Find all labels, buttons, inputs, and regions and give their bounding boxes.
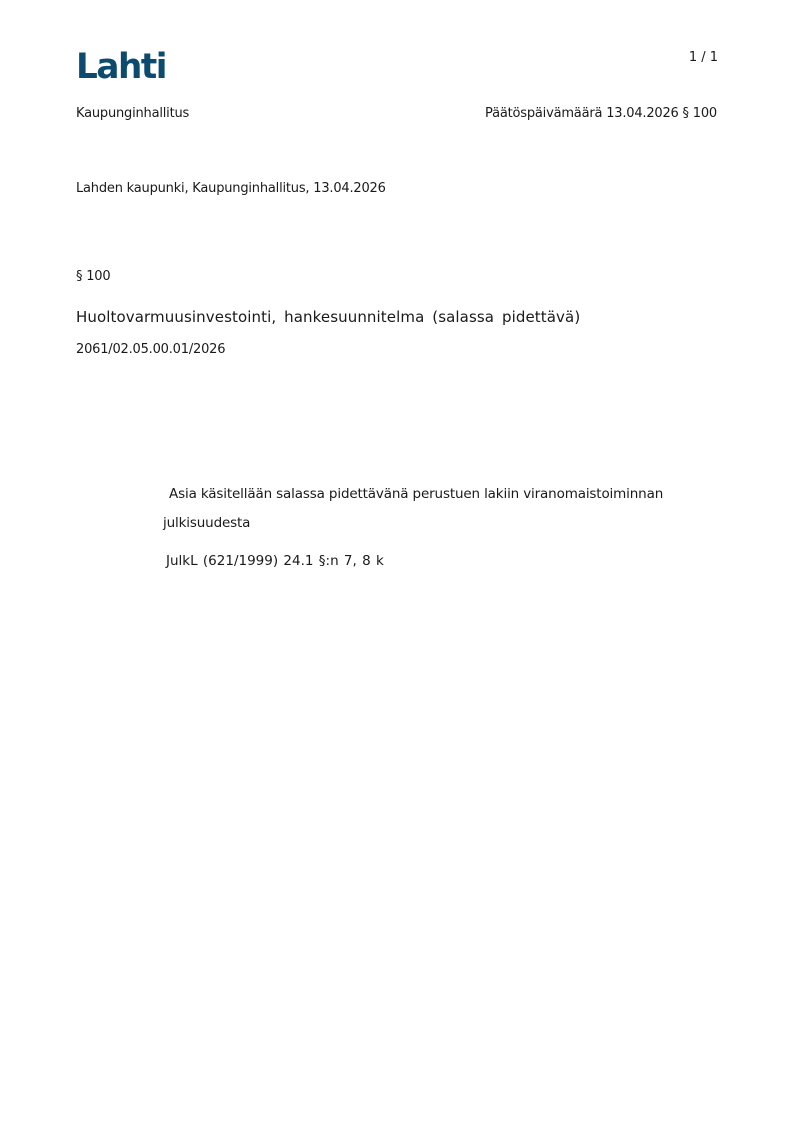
secrecy-notice: Asia käsitellään salassa pidettävänä perustuen lakiin viranomaistoiminnan julkisuudesta — [163, 486, 664, 531]
page-number: 1 / 1 — [688, 50, 718, 65]
law-reference: JulkL (621/1999) 24.1 §:n 7, 8 k — [166, 553, 384, 569]
section-number: § 100 — [76, 269, 111, 284]
item-title: Huoltovarmuusinvestointi, hankesuunnitelma (salassa pidettävä) — [76, 308, 581, 326]
lahti-logo-text: Lahti — [76, 48, 166, 82]
diary-number: 2061/02.05.00.01/2026 — [76, 342, 226, 357]
organ-name: Kaupunginhallitus — [76, 106, 190, 121]
meeting-line: Lahden kaupunki, Kaupunginhallitus, 13.04.2026 — [76, 181, 386, 196]
decision-date: Päätöspäivämäärä 13.04.2026 § 100 — [485, 106, 717, 121]
lahti-logo — [76, 48, 168, 82]
